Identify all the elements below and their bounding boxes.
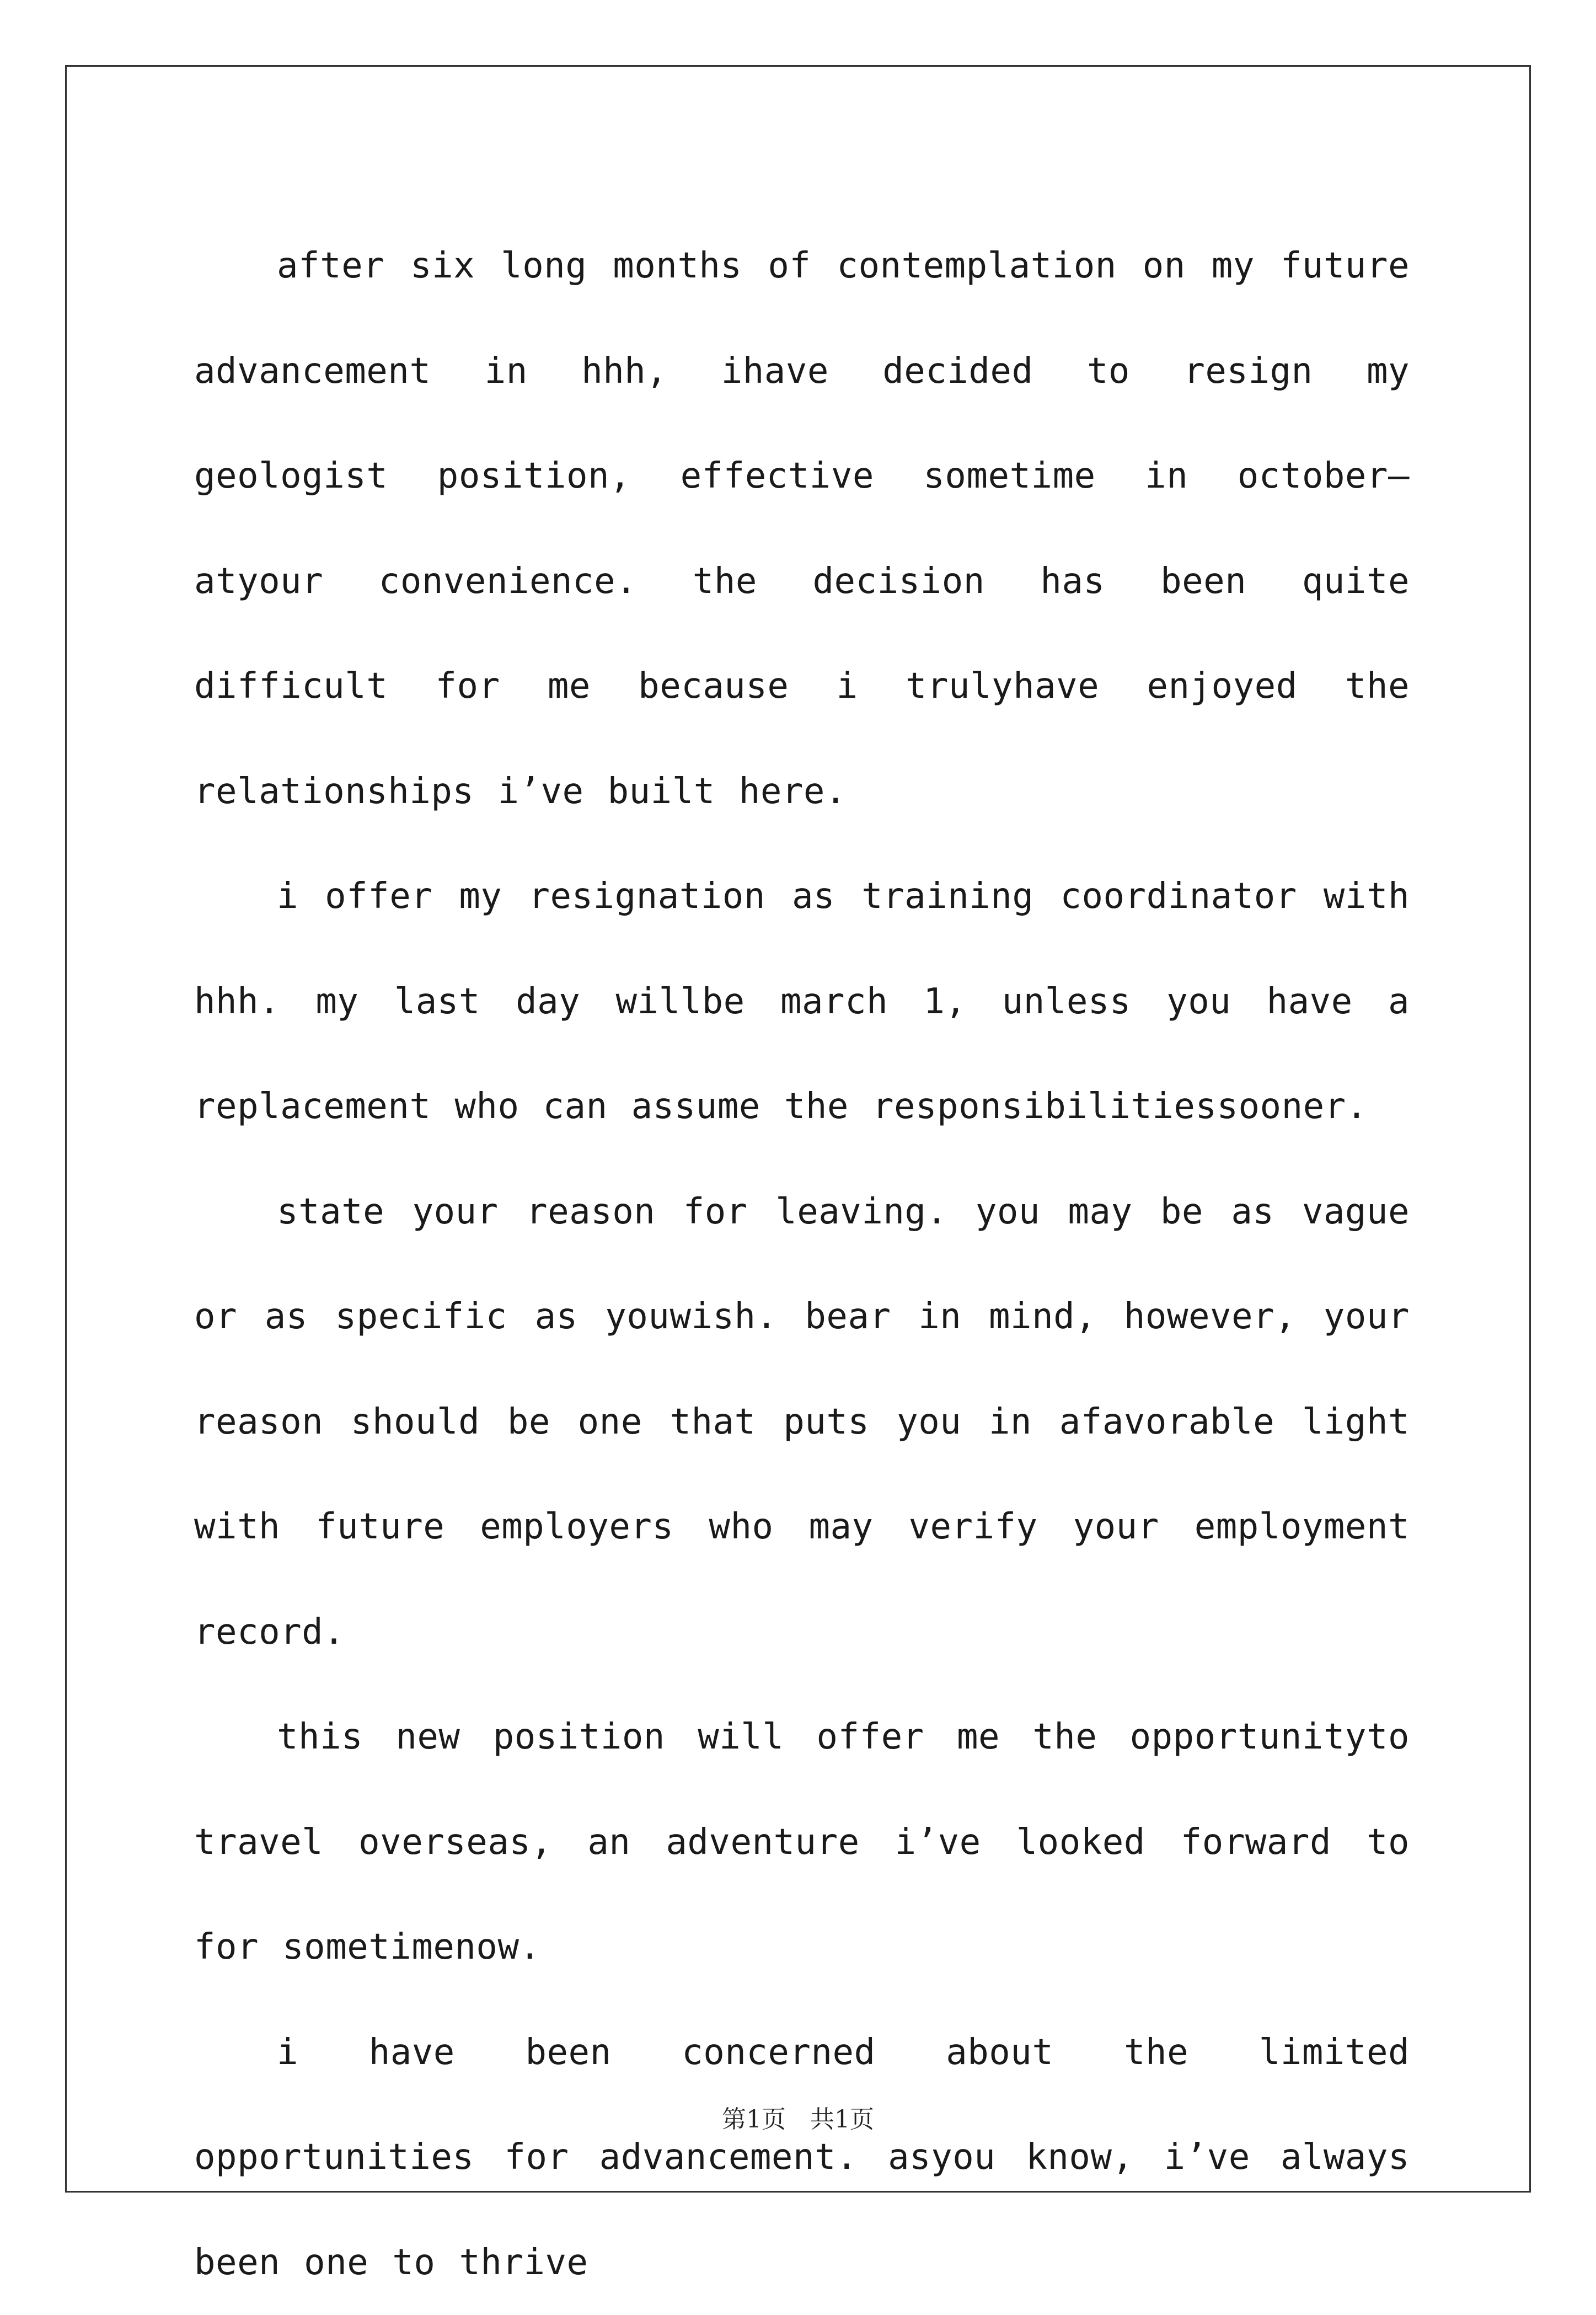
paragraph-2: i offer my resignation as training coordinator with hhh. my last day willbe march 1, unless you have a replacement who can assume the responsibilitiessooner. [194, 844, 1410, 1159]
paragraph-3: state your reason for leaving. you may be as vague or as specific as youwish. bear in mind, however, your reason should be one that puts you in afavorable light with future employers who may verify your employment record. [194, 1159, 1410, 1685]
document-body [194, 213, 1410, 2315]
paragraph-4: this new position will offer me the opportunityto travel overseas, an adventure i’ve looked forward to for sometimenow. [194, 1685, 1410, 2000]
page-footer: 第1页 共1页 [0, 2099, 1596, 2135]
paragraph-1: after six long months of contemplation on my future advancement in hhh, ihave decided to resign my geologist position, effective sometime in october–atyour convenience. the decision has been quite difficult for me because i trulyhave enjoyed the relationships i’ve built here. [194, 213, 1410, 844]
paragraph-5: i have been concerned about the limited opportunities for advancement. asyou know, i’ve always been one to thrive [194, 2000, 1410, 2315]
